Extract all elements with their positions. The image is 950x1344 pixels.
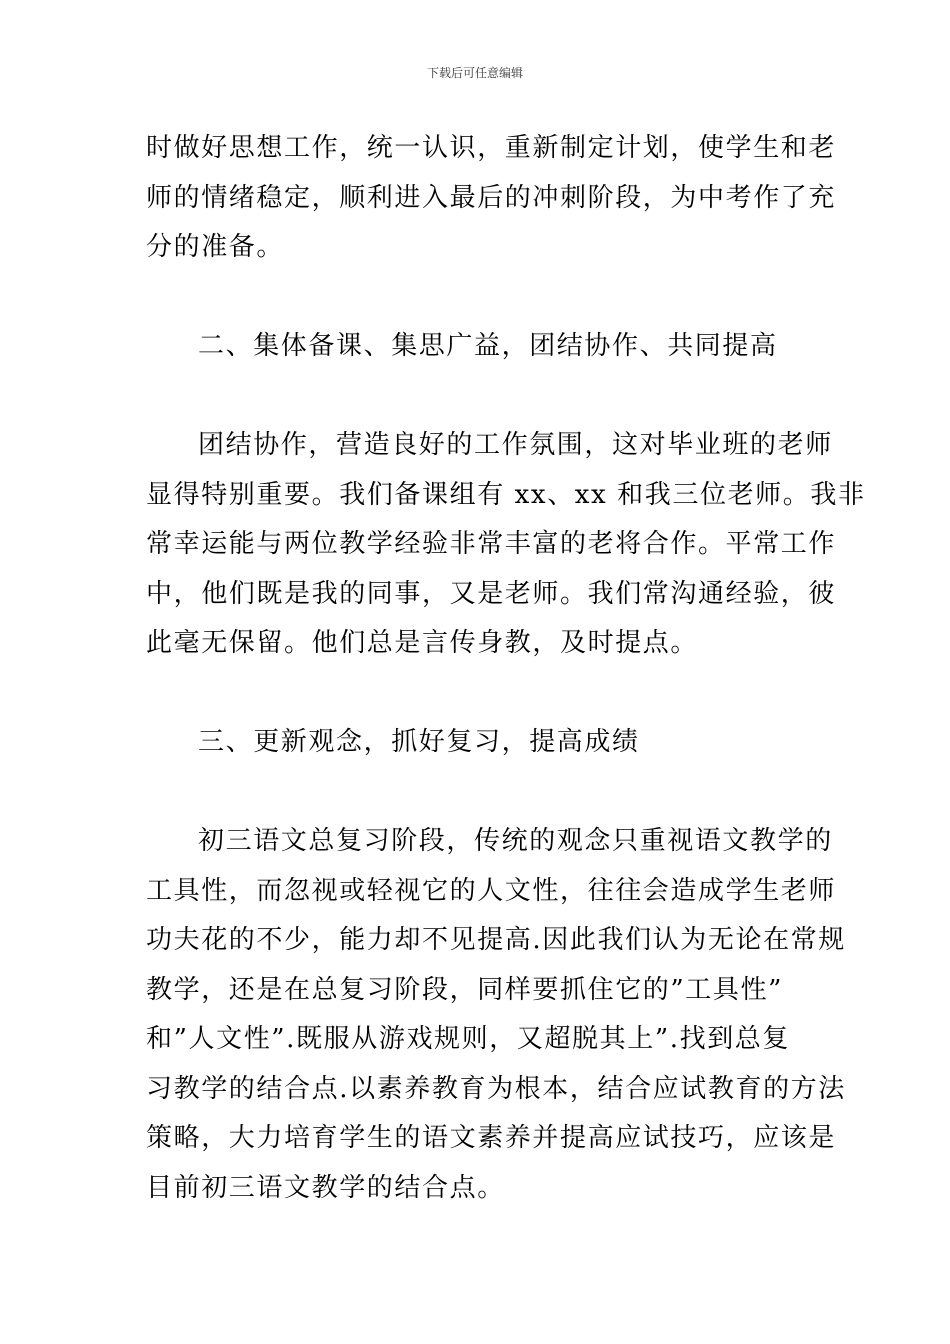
paragraph-line: 工具性，而忽视或轻视它的人文性，往往会造成学生老师 — [146, 875, 837, 906]
heading-line: 二、集体备课、集思广益，团结协作、共同提高 — [198, 331, 778, 361]
heading-line: 三、更新观念，抓好复习，提高成绩 — [198, 727, 640, 757]
document-body — [146, 124, 866, 1213]
paragraph-line: 策略，大力培育学生的语文素养并提高应试技巧，应该是 — [146, 1123, 837, 1153]
paragraph-line: 功夫花的不少，能力却不见提高.因此我们认为无论在常规 — [146, 925, 846, 955]
paragraph-gap — [146, 669, 810, 719]
paragraph-line: 教学，还是在总复习阶段，同样要抓住它的”工具性” — [146, 974, 783, 1005]
paragraph-line: 显得特别重要。我们备课组有 xx、xx 和我三位老师。我非 — [146, 479, 866, 510]
header-text: 下载后可任意编辑 — [426, 66, 523, 80]
paragraph-line: 师的情绪稳定，顺利进入最后的冲刺阶段，为中考作了充 — [146, 182, 837, 213]
paragraph-gap — [146, 768, 810, 818]
paragraph-line: 团结协作，营造良好的工作氛围，这对毕业班的老师 — [198, 430, 833, 460]
paragraph-line: 目前初三语文教学的结合点。 — [146, 1172, 505, 1203]
paragraph-line: 此毫无保留。他们总是言传身教，及时提点。 — [146, 628, 699, 658]
paragraph-1 — [146, 124, 837, 273]
paragraph-line: 初三语文总复习阶段，传统的观念只重视语文教学的 — [198, 826, 833, 856]
paragraph-line: 中，他们既是我的同事，又是老师。我们常沟通经验，彼 — [146, 578, 837, 609]
paragraph-gap — [146, 372, 810, 422]
paragraph-line: 常幸运能与两位教学经验非常丰富的老将合作。平常工作 — [146, 529, 837, 559]
section-heading-3 — [146, 718, 810, 768]
page-header — [0, 64, 950, 82]
paragraph-line: 时做好思想工作，统一认识，重新制定计划，使学生和老 — [146, 133, 837, 163]
paragraph-3 — [146, 817, 846, 1213]
paragraph-gap — [146, 273, 810, 323]
paragraph-2 — [146, 421, 866, 669]
paragraph-line: 习教学的结合点.以素养教育为根本，结合应试教育的方法 — [146, 1073, 846, 1104]
paragraph-line: 分的准备。 — [146, 232, 285, 262]
paragraph-line: 和”人文性”.既服从游戏规则，又超脱其上”.找到总复 — [146, 1024, 791, 1054]
section-heading-2 — [146, 322, 810, 372]
